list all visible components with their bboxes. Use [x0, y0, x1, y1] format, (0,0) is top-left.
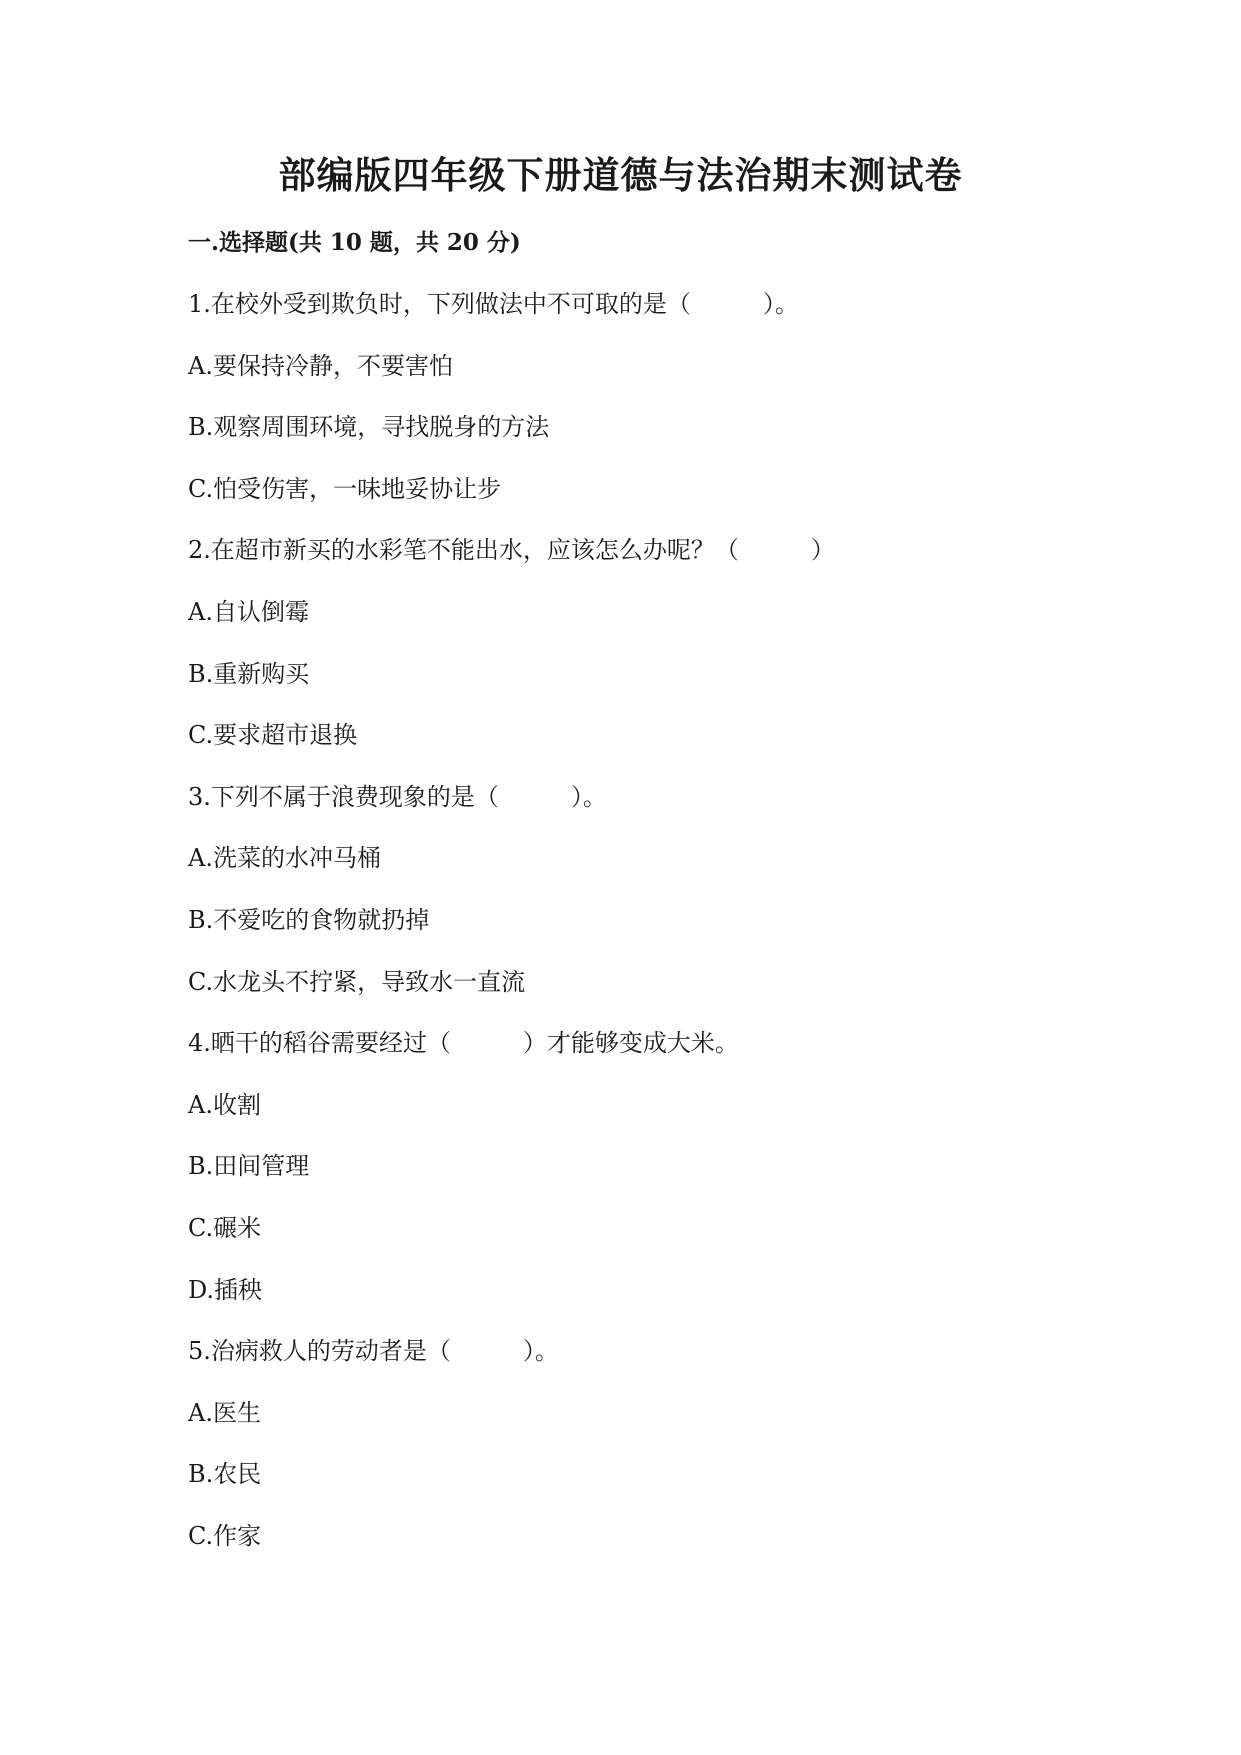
question-4-option-a: A.收割 — [188, 1090, 261, 1119]
question-1-option-a: A.要保持冷静，不要害怕 — [188, 351, 453, 380]
question-4-stem: 4.晒干的稻谷需要经过（ ）才能够变成大米。 — [188, 1029, 739, 1058]
question-4-option-c: C.碾米 — [188, 1213, 262, 1242]
question-1-stem: 1.在校外受到欺负时，下列做法中不可取的是（ ）。 — [188, 290, 799, 318]
question-2-option-b: B.重新购买 — [188, 659, 310, 688]
page-title: 部编版四年级下册道德与法治期末测试卷 — [278, 153, 963, 197]
question-list — [188, 286, 1088, 1579]
question-3-option-a: A.洗菜的水冲马桶 — [188, 844, 381, 873]
section-heading: 一.选择题(共 10 题，共 20 分) — [188, 229, 521, 256]
question-5-stem: 5.治病救人的劳动者是（ ）。 — [188, 1337, 559, 1366]
question-3-stem: 3.下列不属于浪费现象的是（ ）。 — [188, 782, 607, 811]
question-2-option-c: C.要求超市退换 — [188, 721, 358, 750]
question-5-option-c: C.作家 — [188, 1521, 262, 1550]
question-2-stem: 2.在超市新买的水彩笔不能出水，应该怎么办呢？（ ） — [188, 536, 835, 565]
question-1-option-c: C.怕受伤害，一味地妥协让步 — [188, 474, 502, 503]
question-3-option-b: B.不爱吃的食物就扔掉 — [188, 905, 430, 934]
question-3-option-c: C.水龙头不拧紧，导致水一直流 — [188, 967, 526, 996]
question-4-option-b: B.田间管理 — [188, 1152, 310, 1181]
question-5-option-b: B.农民 — [188, 1460, 262, 1489]
question-2-option-a: A.自认倒霉 — [188, 597, 309, 626]
question-4-option-d: D.插秧 — [188, 1275, 263, 1304]
question-5-option-a: A.医生 — [188, 1398, 261, 1427]
question-1-option-b: B.观察周围环境，寻找脱身的方法 — [188, 413, 550, 442]
